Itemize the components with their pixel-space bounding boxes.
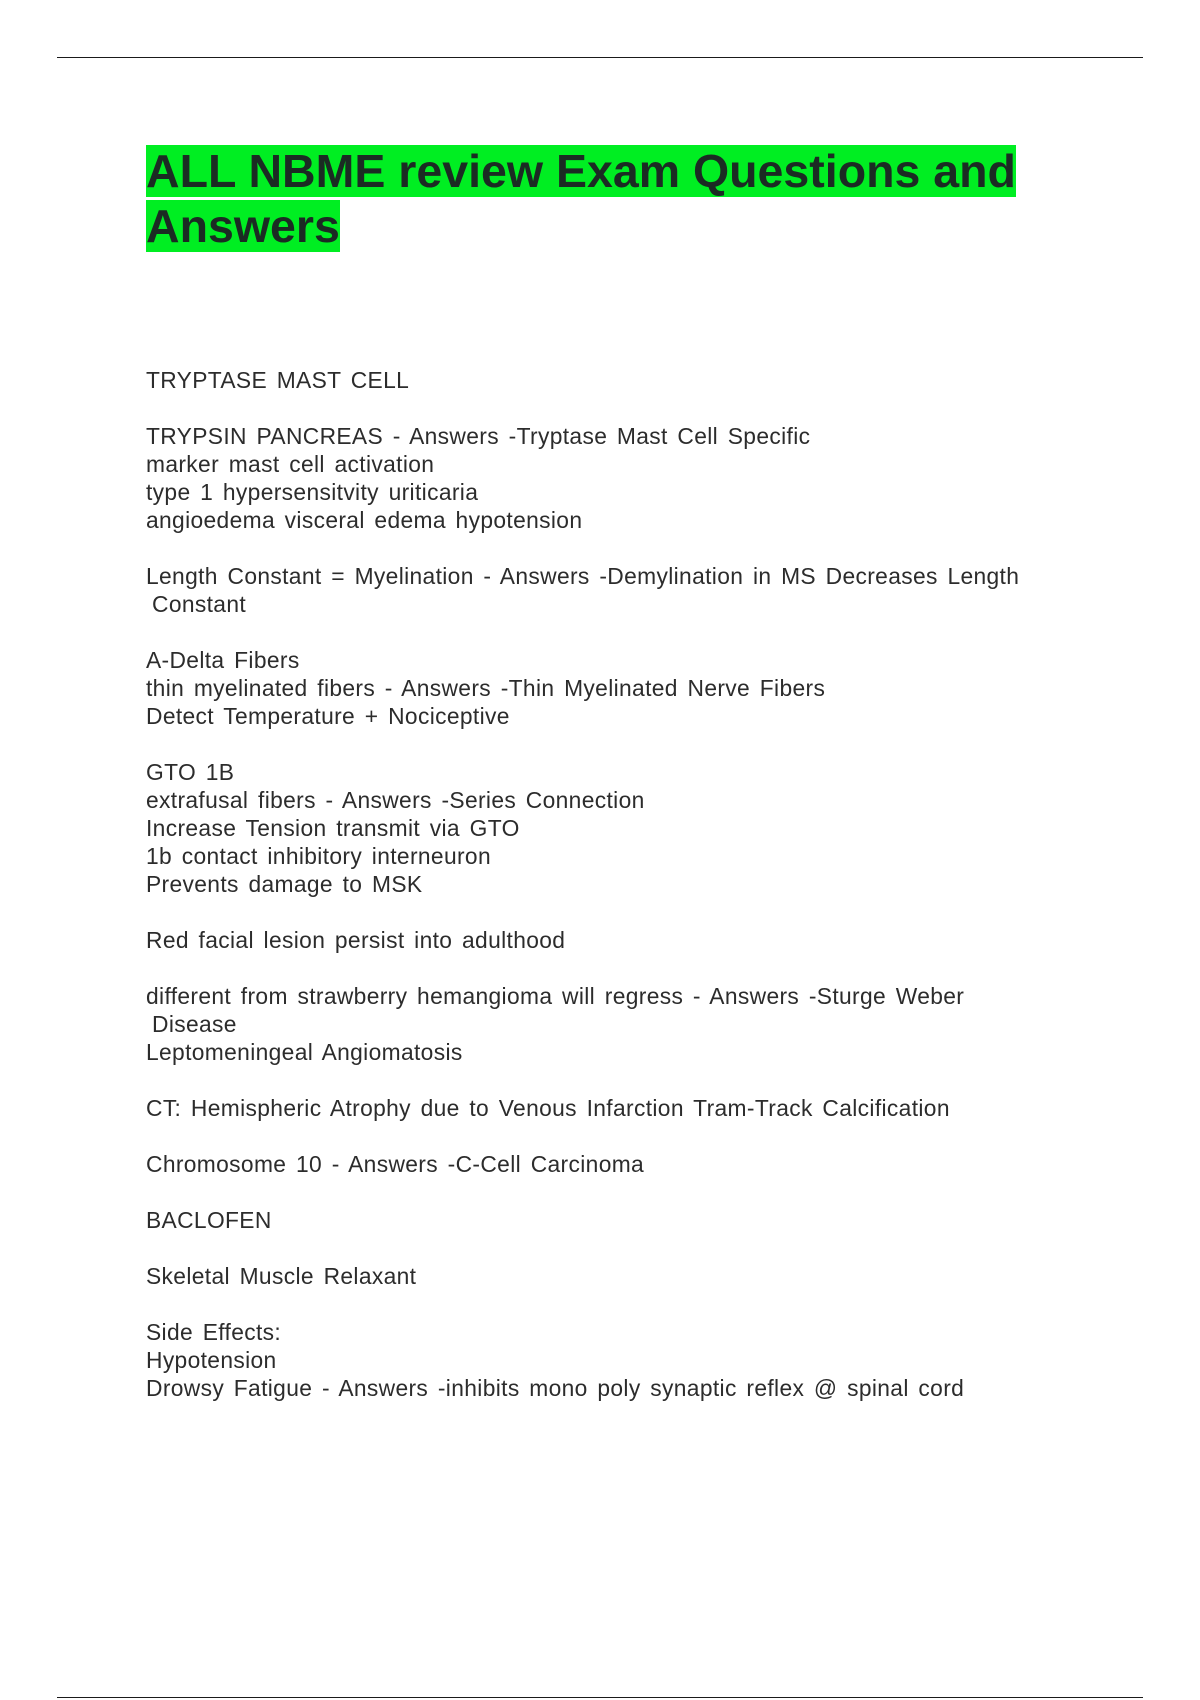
text-line: Leptomeningeal Angiomatosis bbox=[146, 1039, 463, 1065]
text-line: Increase Tension transmit via GTO bbox=[146, 815, 520, 841]
qa-block-skeletal-muscle-relaxant bbox=[146, 1262, 1076, 1290]
text-line: thin myelinated fibers - Answers -Thin Myelinated Nerve Fibers bbox=[146, 675, 826, 701]
qa-block-side-effects bbox=[146, 1318, 1076, 1402]
qa-block-length-constant bbox=[146, 562, 1076, 618]
text-line: BACLOFEN bbox=[146, 1207, 272, 1233]
bottom-rule bbox=[57, 1697, 1143, 1698]
text-line: Disease bbox=[152, 1011, 237, 1037]
text-line: Prevents damage to MSK bbox=[146, 871, 423, 897]
text-line: angioedema visceral edema hypotension bbox=[146, 507, 583, 533]
text-line: extrafusal fibers - Answers -Series Connection bbox=[146, 787, 645, 813]
document-title bbox=[146, 144, 1066, 254]
text-line: Side Effects: bbox=[146, 1319, 282, 1345]
text-line: type 1 hypersensitvity uriticaria bbox=[146, 479, 479, 505]
text-line: GTO 1B bbox=[146, 759, 235, 785]
document-body bbox=[146, 366, 1076, 1430]
qa-block-ct bbox=[146, 1094, 1076, 1122]
qa-block-trypsin bbox=[146, 422, 1076, 534]
text-line: Detect Temperature + Nociceptive bbox=[146, 703, 510, 729]
qa-block-sturge-weber bbox=[146, 982, 1076, 1066]
text-line: Drowsy Fatigue - Answers -inhibits mono poly synaptic reflex @ spinal cord bbox=[146, 1375, 965, 1401]
text-line: TRYPSIN PANCREAS - Answers -Tryptase Mast Cell Specific bbox=[146, 423, 811, 449]
qa-block-chromosome-10 bbox=[146, 1150, 1076, 1178]
text-line: marker mast cell activation bbox=[146, 451, 435, 477]
text-line: TRYPTASE MAST CELL bbox=[146, 367, 410, 393]
text-line: Red facial lesion persist into adulthood bbox=[146, 927, 566, 953]
text-line: Hypotension bbox=[146, 1347, 277, 1373]
top-rule bbox=[57, 57, 1143, 58]
qa-block-a-delta bbox=[146, 646, 1076, 730]
qa-block-tryptase bbox=[146, 366, 1076, 394]
text-line: A-Delta Fibers bbox=[146, 647, 300, 673]
title-highlight: ALL NBME review Exam Questions and Answers bbox=[146, 145, 1016, 252]
qa-block-baclofen bbox=[146, 1206, 1076, 1234]
text-line: Skeletal Muscle Relaxant bbox=[146, 1263, 417, 1289]
text-line: different from strawberry hemangioma will regress - Answers -Sturge Weber bbox=[146, 983, 965, 1009]
text-line: Length Constant = Myelination - Answers -Demylination in MS Decreases Length bbox=[146, 563, 1020, 589]
qa-block-gto bbox=[146, 758, 1076, 898]
qa-block-red-facial-lesion bbox=[146, 926, 1076, 954]
text-line: 1b contact inhibitory interneuron bbox=[146, 843, 491, 869]
text-line: Constant bbox=[152, 591, 247, 617]
text-line: CT: Hemispheric Atrophy due to Venous Infarction Tram-Track Calcification bbox=[146, 1095, 950, 1121]
text-line: Chromosome 10 - Answers -C-Cell Carcinoma bbox=[146, 1151, 645, 1177]
